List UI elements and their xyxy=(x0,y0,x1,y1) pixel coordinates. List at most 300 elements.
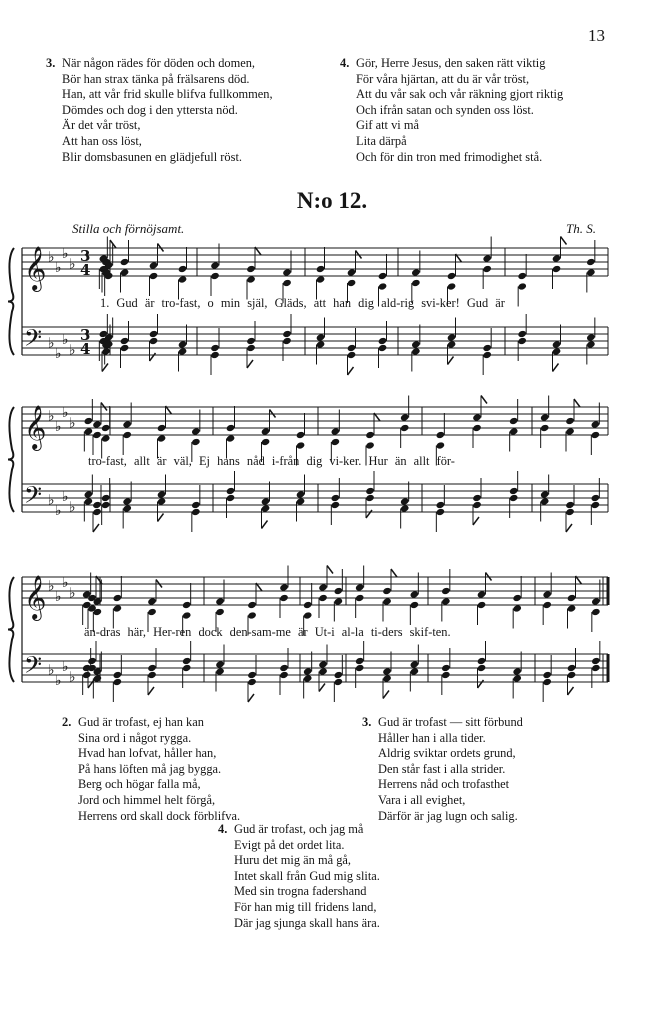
verse-line: Och ifrån satan och synden oss löst. xyxy=(356,102,534,117)
note-head xyxy=(410,590,420,598)
verse-line: Intet skall från Gud mig slita. xyxy=(234,868,380,883)
note-head xyxy=(178,275,188,283)
verse-line: Dömdes och dog i den yttersta nöd. xyxy=(62,102,238,117)
note-head xyxy=(331,438,341,446)
note-head xyxy=(410,660,420,668)
verse-number: 3. xyxy=(46,56,56,70)
note-head xyxy=(261,497,271,505)
note-head xyxy=(477,601,487,609)
note-head xyxy=(157,490,167,498)
note-head xyxy=(157,497,167,505)
note-head xyxy=(586,258,596,266)
note-head xyxy=(347,351,357,359)
note-head xyxy=(441,597,451,605)
note-head xyxy=(147,664,157,672)
note-flag xyxy=(319,684,325,692)
note-head xyxy=(316,265,326,273)
verse-line: Huru det mig än må gå, xyxy=(234,853,351,868)
note-head xyxy=(120,337,130,345)
note-flag xyxy=(158,514,164,522)
note-flag xyxy=(574,399,580,407)
verse-line: Hvad han lofvat, håller han, xyxy=(78,746,217,761)
note-head xyxy=(178,340,188,348)
note-head xyxy=(122,431,132,439)
verse-line: Att han oss löst, xyxy=(62,133,142,148)
note-head xyxy=(296,497,306,505)
note-head xyxy=(93,674,103,682)
note-head xyxy=(567,604,577,612)
note-head xyxy=(482,254,492,262)
time-signature-upper: 3 xyxy=(80,326,91,344)
note-head xyxy=(382,674,392,682)
note-head xyxy=(101,347,111,355)
note-head xyxy=(591,657,601,665)
flat-sign: ♭ xyxy=(62,659,69,675)
note-head xyxy=(318,660,328,668)
note-head xyxy=(113,671,123,679)
note-head xyxy=(591,431,601,439)
flat-sign: ♭ xyxy=(69,585,76,602)
note-head xyxy=(441,587,451,595)
note-head xyxy=(122,504,132,512)
note-head xyxy=(279,583,289,591)
note-head xyxy=(540,497,550,505)
note-head xyxy=(210,344,220,352)
note-head xyxy=(247,601,257,609)
note-head xyxy=(552,347,562,355)
flat-sign: ♭ xyxy=(48,335,55,352)
note-head xyxy=(410,667,420,675)
note-head xyxy=(586,268,596,276)
verse-line: För han mig till fridens land, xyxy=(234,899,377,914)
note-head xyxy=(318,667,328,675)
bottom-verse-3 xyxy=(362,715,628,824)
note-head xyxy=(282,330,292,338)
note-head xyxy=(436,441,446,449)
note-head xyxy=(552,254,562,262)
note-head xyxy=(149,330,159,338)
note-flag xyxy=(348,367,354,375)
note-head xyxy=(512,667,522,675)
note-head xyxy=(565,427,575,435)
note-head xyxy=(436,501,446,509)
note-head xyxy=(296,431,306,439)
note-head xyxy=(282,268,292,276)
note-head xyxy=(147,671,157,679)
note-flag xyxy=(473,517,479,525)
verse-line: För våra hjärtan, att du är vår tröst, xyxy=(356,71,530,86)
verse-line: Där jag sjunga skall hans ära. xyxy=(234,915,380,930)
note-head xyxy=(542,601,552,609)
note-flag xyxy=(247,360,253,368)
note-head xyxy=(411,347,421,355)
note-head xyxy=(316,340,326,348)
bottom-verse-4 xyxy=(218,822,494,931)
note-flag xyxy=(553,364,559,372)
note-head xyxy=(565,508,575,516)
note-head xyxy=(378,337,388,345)
note-head xyxy=(482,344,492,352)
note-head xyxy=(226,494,236,502)
note-head xyxy=(101,501,111,509)
note-head xyxy=(147,597,157,605)
note-head xyxy=(191,501,201,509)
note-head xyxy=(334,597,344,605)
note-head xyxy=(552,265,562,273)
note-flag xyxy=(150,353,156,361)
note-flag xyxy=(102,364,108,372)
note-head xyxy=(472,413,482,421)
flat-sign: ♭ xyxy=(55,673,62,689)
note-head xyxy=(512,674,522,682)
bass-clef: 𝄢 xyxy=(24,324,43,357)
bottom-verse-2 xyxy=(62,715,328,824)
note-head xyxy=(191,427,201,435)
note-head xyxy=(113,604,123,612)
note-head xyxy=(215,660,225,668)
verse-line: Gör, Herre Jesus, den saken rätt viktig xyxy=(356,56,546,70)
flat-sign: ♭ xyxy=(55,260,62,276)
note-head xyxy=(447,340,457,348)
note-head xyxy=(472,424,482,432)
note-head xyxy=(591,494,601,502)
note-head xyxy=(92,501,102,509)
note-head xyxy=(178,265,188,273)
note-head xyxy=(147,608,157,616)
note-head xyxy=(591,597,601,605)
note-head xyxy=(482,265,492,273)
note-head xyxy=(542,590,552,598)
brace xyxy=(8,577,14,682)
note-head xyxy=(101,424,111,432)
brace xyxy=(8,248,14,355)
note-head xyxy=(157,434,167,442)
verse-line: Och för din tron med frimodighet stå. xyxy=(356,149,543,164)
note-head xyxy=(334,587,344,595)
note-head xyxy=(436,431,446,439)
lyrics-system-1: 1. Gud är tro-fast, o min själ, Gläds, att han dig ald-rig svi-ker! Gud är xyxy=(100,296,505,310)
verse-line: Evigt på det ordet lita. xyxy=(234,837,345,852)
note-flag xyxy=(448,357,454,365)
note-head xyxy=(157,424,167,432)
note-head xyxy=(472,494,482,502)
note-head xyxy=(509,427,519,435)
note-head xyxy=(542,671,552,679)
note-head xyxy=(279,671,289,679)
time-signature-upper: 3 xyxy=(80,247,91,265)
note-head xyxy=(540,413,550,421)
note-head xyxy=(303,674,313,682)
note-head xyxy=(246,265,256,273)
note-head xyxy=(226,487,236,495)
verse-line: Gud är trofast, och jag må xyxy=(234,822,364,836)
note-head xyxy=(84,427,94,435)
note-head xyxy=(303,611,313,619)
note-head xyxy=(482,351,492,359)
note-head xyxy=(182,664,192,672)
note-head xyxy=(331,494,341,502)
note-head xyxy=(509,487,519,495)
note-head xyxy=(378,344,388,352)
note-flag xyxy=(248,694,254,702)
note-head xyxy=(347,268,357,276)
note-flag xyxy=(478,680,484,688)
treble-clef: 𝄞 xyxy=(24,405,47,449)
note-head xyxy=(567,671,577,679)
note-head xyxy=(318,583,328,591)
note-head xyxy=(509,494,519,502)
flat-sign: ♭ xyxy=(62,246,69,262)
note-head xyxy=(447,272,457,280)
verse-number: 4. xyxy=(218,822,228,836)
flat-sign: ♭ xyxy=(69,499,76,516)
note-head xyxy=(552,340,562,348)
time-signature-lower: 4 xyxy=(80,261,91,279)
note-head xyxy=(477,657,487,665)
note-head xyxy=(191,508,201,516)
note-flag xyxy=(93,524,99,532)
note-head xyxy=(365,441,375,449)
verse-line: Att du vår sak och vår räkning gjort riktig xyxy=(356,87,564,102)
note-head xyxy=(441,664,451,672)
verse-number: 3. xyxy=(362,715,372,729)
note-head xyxy=(178,347,188,355)
note-head xyxy=(246,337,256,345)
flat-sign: ♭ xyxy=(69,256,76,273)
note-flag xyxy=(481,396,487,404)
note-head xyxy=(378,282,388,290)
verse-line: Herrens ord skall dock förblifva. xyxy=(78,808,241,823)
verse-line: Han, att vår frid skulle blifva fullkommen, xyxy=(62,87,273,102)
note-head xyxy=(477,590,487,598)
note-head xyxy=(149,337,159,345)
note-head xyxy=(565,417,575,425)
note-head xyxy=(400,497,410,505)
bass-clef: 𝄢 xyxy=(24,481,43,514)
note-head xyxy=(512,594,522,602)
note-flag xyxy=(561,237,567,245)
verse-line: Jord och himmel helt förgå, xyxy=(78,792,216,807)
note-head xyxy=(411,268,421,276)
verse-line: När någon rädes för döden och domen, xyxy=(62,56,256,70)
note-head xyxy=(210,351,220,359)
note-head xyxy=(347,344,357,352)
flat-sign: ♭ xyxy=(55,589,62,605)
note-head xyxy=(382,597,392,605)
note-head xyxy=(509,417,519,425)
note-head xyxy=(120,268,130,276)
note-head xyxy=(400,504,410,512)
note-head xyxy=(355,664,365,672)
flat-sign: ♭ xyxy=(48,578,55,595)
note-head xyxy=(101,494,111,502)
flat-sign: ♭ xyxy=(55,419,62,435)
lyrics-system-2: tro-fast, allt är väl, Ej hans nåd i-från dig vi-ker. Hur än allt för- xyxy=(88,454,455,468)
note-head xyxy=(182,657,192,665)
note-head xyxy=(92,431,102,439)
note-head xyxy=(226,424,236,432)
note-head xyxy=(517,337,527,345)
note-head xyxy=(410,601,420,609)
note-flag xyxy=(383,691,389,699)
note-head xyxy=(411,340,421,348)
flat-sign: ♭ xyxy=(48,249,55,266)
note-head xyxy=(355,583,365,591)
note-head xyxy=(316,333,326,341)
note-head xyxy=(84,497,94,505)
verse-line: Med sin trogna fadershand xyxy=(234,884,367,899)
note-head xyxy=(591,664,601,672)
note-head xyxy=(477,664,487,672)
brace xyxy=(8,407,14,512)
note-head xyxy=(565,501,575,509)
note-head xyxy=(122,420,132,428)
note-head xyxy=(382,667,392,675)
note-head xyxy=(149,272,159,280)
note-flag xyxy=(568,687,574,695)
treble-clef: 𝄞 xyxy=(24,575,47,619)
note-head xyxy=(517,330,527,338)
note-head xyxy=(542,678,552,686)
note-flag xyxy=(148,687,154,695)
hymn-title: N:o 12. xyxy=(296,188,368,213)
note-head xyxy=(447,333,457,341)
verse-line: Lita därpå xyxy=(356,133,407,148)
note-head xyxy=(586,340,596,348)
note-head xyxy=(113,678,123,686)
note-head xyxy=(215,667,225,675)
note-head xyxy=(282,279,292,287)
note-head xyxy=(334,678,344,686)
flat-sign: ♭ xyxy=(48,662,55,679)
note-head xyxy=(436,508,446,516)
note-head xyxy=(247,671,257,679)
note-head xyxy=(246,275,256,283)
verse-line: Gud är trofast, ej han kan xyxy=(78,715,204,729)
note-head xyxy=(512,604,522,612)
note-head xyxy=(261,438,271,446)
bass-clef: 𝄢 xyxy=(24,651,43,684)
note-head xyxy=(540,490,550,498)
lyrics-system-3: än-dras här, Her-ren dock den-sam-me är Ut-i al-la ti-ders skif-ten. xyxy=(84,625,451,639)
flat-sign: ♭ xyxy=(48,408,55,425)
note-head xyxy=(247,611,257,619)
note-head xyxy=(331,501,341,509)
note-head xyxy=(591,420,601,428)
verse-line: Gif att vi må xyxy=(356,118,419,133)
flat-sign: ♭ xyxy=(55,346,62,362)
verse-line: Berg och högar falla må, xyxy=(78,777,201,792)
composer: Th. S. xyxy=(566,221,596,236)
note-flag xyxy=(366,510,372,518)
note-head xyxy=(472,501,482,509)
note-head xyxy=(296,441,306,449)
note-head xyxy=(226,434,236,442)
note-head xyxy=(215,608,225,616)
note-flag xyxy=(566,524,572,532)
verse-line: På hans löften må jag bygga. xyxy=(78,761,222,776)
note-head xyxy=(517,282,527,290)
flat-sign: ♭ xyxy=(69,415,76,432)
note-head xyxy=(120,344,130,352)
note-head xyxy=(92,508,102,516)
note-head xyxy=(113,594,123,602)
note-head xyxy=(182,601,192,609)
note-head xyxy=(261,504,271,512)
verse-line: Håller han i alla tider. xyxy=(378,730,486,745)
note-head xyxy=(191,438,201,446)
note-head xyxy=(540,424,550,432)
flat-sign: ♭ xyxy=(62,332,69,348)
verse-line: Därför är jag lugn och salig. xyxy=(378,808,518,823)
note-head xyxy=(400,413,410,421)
note-head xyxy=(182,611,192,619)
note-head xyxy=(586,333,596,341)
note-head xyxy=(246,344,256,352)
note-head xyxy=(334,671,344,679)
flat-sign: ♭ xyxy=(48,492,55,509)
note-head xyxy=(365,487,375,495)
flat-sign: ♭ xyxy=(62,489,69,505)
note-head xyxy=(84,490,94,498)
note-head xyxy=(382,587,392,595)
note-head xyxy=(347,279,357,287)
flat-sign: ♭ xyxy=(69,669,76,686)
flat-sign: ♭ xyxy=(62,575,69,591)
note-head xyxy=(215,597,225,605)
verse-line: Sina ord i något rygga. xyxy=(78,730,192,745)
note-head xyxy=(279,664,289,672)
note-head xyxy=(247,678,257,686)
verse-line: Gud är trofast — sitt förbund xyxy=(378,715,523,729)
verse-line: Bör han strax tänka på frälsarens död. xyxy=(62,71,250,86)
verse-line: Herrens nåd och trofasthet xyxy=(378,777,510,792)
note-head xyxy=(84,417,94,425)
note-head xyxy=(303,601,313,609)
note-head xyxy=(591,501,601,509)
note-head xyxy=(82,671,92,679)
note-head xyxy=(447,282,457,290)
verse-line: Blir domsbasunen en glädjefull röst. xyxy=(62,149,242,164)
note-head xyxy=(400,424,410,432)
note-head xyxy=(365,494,375,502)
verse-line: Den står fast i alla strider. xyxy=(378,761,506,776)
tempo-marking: Stilla och förnöjsamt. xyxy=(72,221,185,236)
time-signature-lower: 4 xyxy=(80,340,91,358)
note-head xyxy=(149,261,159,269)
note-head xyxy=(591,608,601,616)
flat-sign: ♭ xyxy=(62,405,69,421)
note-head xyxy=(122,497,132,505)
flat-sign: ♭ xyxy=(55,503,62,519)
note-head xyxy=(87,657,97,665)
note-head xyxy=(316,275,326,283)
page-number: 13 xyxy=(588,26,605,45)
note-head xyxy=(378,272,388,280)
note-head xyxy=(92,420,102,428)
verse-line: Aldrig sviktar ordets grund, xyxy=(378,746,516,761)
verse-line: Är det vår tröst, xyxy=(62,118,141,133)
note-flag xyxy=(391,569,397,577)
verse-number: 4. xyxy=(340,56,350,70)
note-head xyxy=(567,664,577,672)
note-head xyxy=(120,258,130,266)
note-head xyxy=(331,427,341,435)
note-head xyxy=(282,337,292,345)
note-head xyxy=(101,434,111,442)
note-head xyxy=(355,594,365,602)
verse-line: Vara i all evighet, xyxy=(378,792,466,807)
